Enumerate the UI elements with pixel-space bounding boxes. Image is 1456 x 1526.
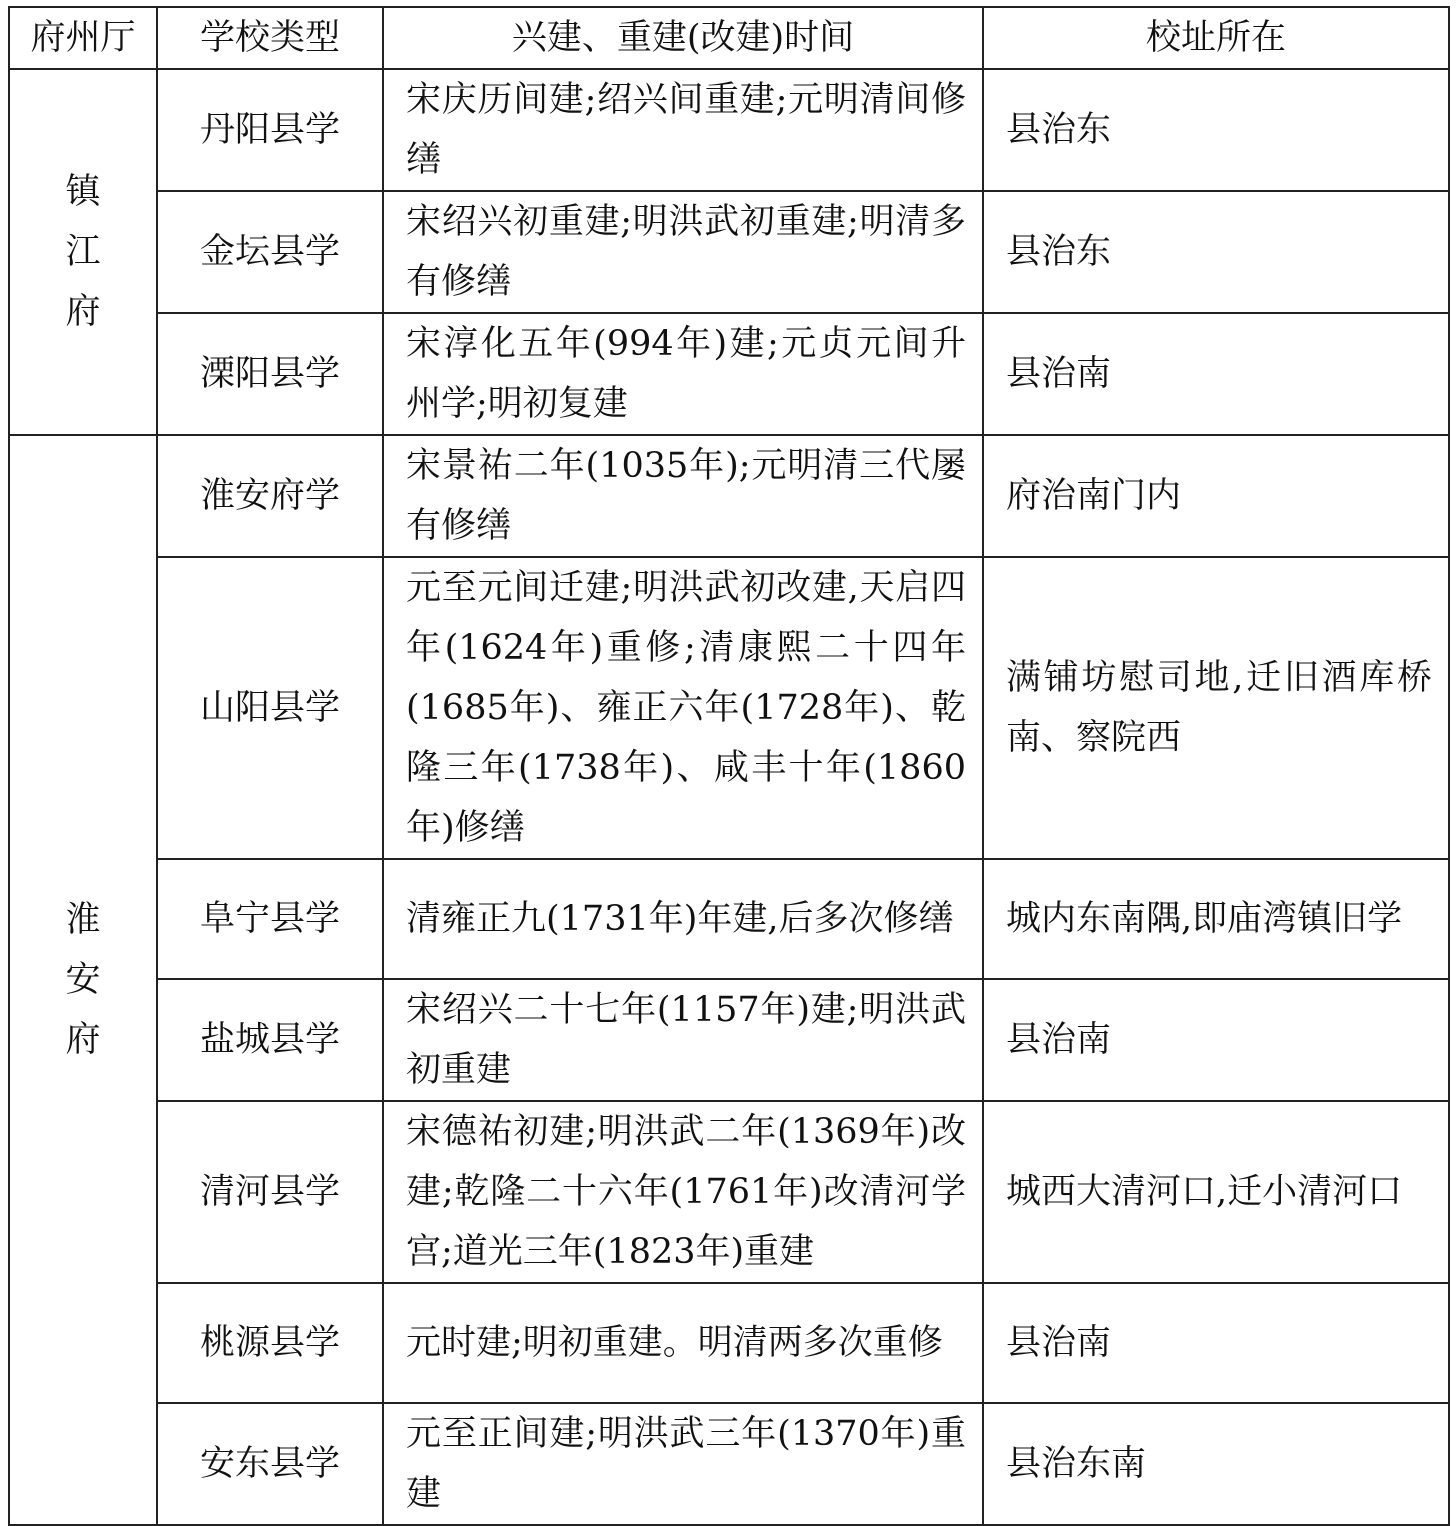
table-row [9,1101,1449,1283]
table-row [9,557,1449,859]
date-cell: 元至正间建;明洪武三年(1370年)重建 [383,1403,983,1525]
prefecture-cell: 淮安府 [9,435,157,1525]
site-cell: 县治南 [983,1283,1449,1403]
table-row [9,859,1449,979]
school-cell: 山阳县学 [157,557,383,859]
table-row [9,313,1449,435]
site-cell: 满铺坊慰司地,迁旧酒库桥南、察院西 [983,557,1449,859]
header-build-time: 兴建、重建(改建)时间 [383,7,983,69]
date-cell: 宋德祐初建;明洪武二年(1369年)改建;乾隆二十六年(1761年)改清河学宫;道光三年(1823年)重建 [383,1101,983,1283]
school-cell: 丹阳县学 [157,69,383,191]
site-cell: 县治南 [983,979,1449,1101]
table-row [9,979,1449,1101]
site-cell: 县治南 [983,313,1449,435]
site-cell: 府治南门内 [983,435,1449,557]
site-cell: 城内东南隅,即庙湾镇旧学 [983,859,1449,979]
date-cell: 宋庆历间建;绍兴间重建;元明清间修缮 [383,69,983,191]
date-cell: 清雍正九(1731年)年建,后多次修缮 [383,859,983,979]
school-cell: 金坛县学 [157,191,383,313]
school-cell: 清河县学 [157,1101,383,1283]
header-prefecture: 府州厅 [9,7,157,69]
table-row [9,191,1449,313]
school-cell: 桃源县学 [157,1283,383,1403]
prefecture-cell: 镇江府 [9,69,157,435]
school-table [8,6,1450,1526]
header-site: 校址所在 [983,7,1449,69]
school-cell: 阜宁县学 [157,859,383,979]
date-cell: 宋绍兴初重建;明洪武初重建;明清多有修缮 [383,191,983,313]
school-cell: 溧阳县学 [157,313,383,435]
header-school-type: 学校类型 [157,7,383,69]
table-row [9,1283,1449,1403]
date-cell: 宋绍兴二十七年(1157年)建;明洪武初重建 [383,979,983,1101]
school-cell: 淮安府学 [157,435,383,557]
table-row [9,69,1449,191]
date-cell: 宋景祐二年(1035年);元明清三代屡有修缮 [383,435,983,557]
date-cell: 宋淳化五年(994年)建;元贞元间升州学;明初复建 [383,313,983,435]
header-row [9,7,1449,69]
school-cell: 安东县学 [157,1403,383,1525]
school-table-container [8,6,1448,1526]
school-cell: 盐城县学 [157,979,383,1101]
site-cell: 县治东南 [983,1403,1449,1525]
site-cell: 县治东 [983,191,1449,313]
table-row [9,435,1449,557]
table-row [9,1403,1449,1525]
date-cell: 元时建;明初重建。明清两多次重修 [383,1283,983,1403]
site-cell: 县治东 [983,69,1449,191]
site-cell: 城西大清河口,迁小清河口 [983,1101,1449,1283]
date-cell: 元至元间迁建;明洪武初改建,天启四年(1624年)重修;清康熙二十四年(1685年)、雍正六年(1728年)、乾隆三年(1738年)、咸丰十年(1860年)修缮 [383,557,983,859]
